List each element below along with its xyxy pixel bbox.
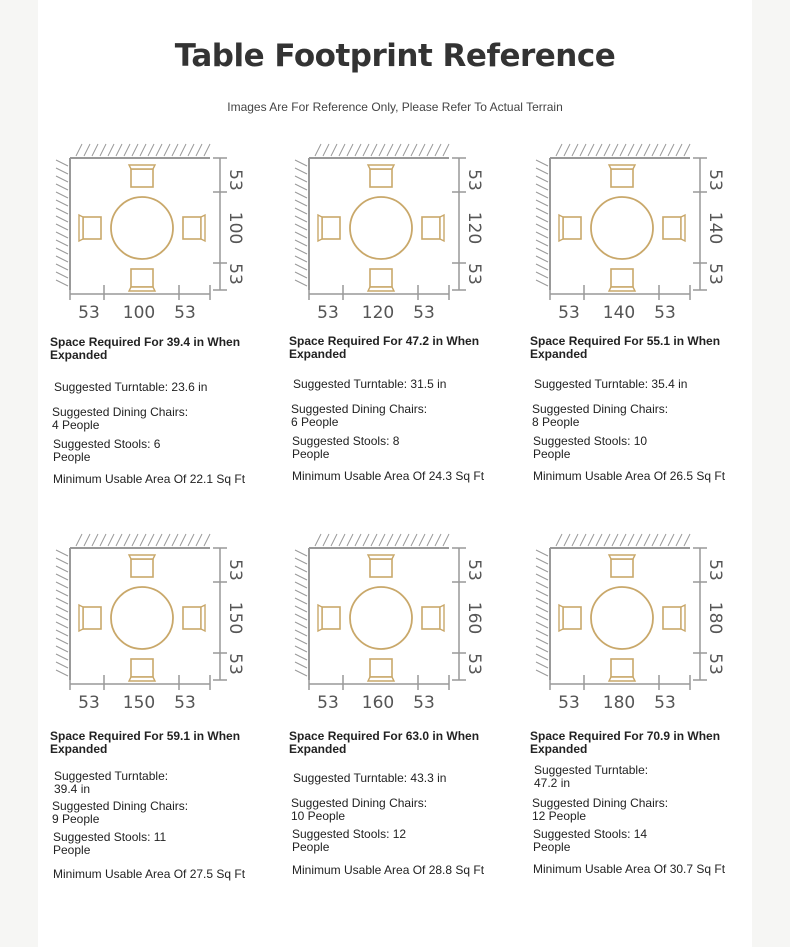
space-required-text: Space Required For 59.1 in When Expanded [50,729,241,756]
dim-label-side: 53 [78,303,100,323]
dim-label-side: 53 [705,169,725,191]
floor-plan [295,534,484,713]
floor-plan [295,144,484,323]
dim-label-side: 53 [705,653,725,675]
dim-label-side: 53 [225,653,245,675]
dim-label-side: 53 [654,693,676,713]
usable-area-text: Minimum Usable Area Of 22.1 Sq Ft [53,472,246,486]
chair-icon [368,165,394,187]
depth-dimension [693,158,707,290]
usable-area-text: Minimum Usable Area Of 27.5 Sq Ft [53,867,246,881]
chair-icon [609,165,635,187]
dim-label-side: 53 [558,303,580,323]
table-diagram [285,140,525,330]
dim-label-diameter: 120 [464,211,484,245]
chair-icon [129,165,155,187]
depth-dimension [213,158,227,290]
table-card [526,530,776,900]
dim-label-side: 53 [225,559,245,581]
dim-label-diameter: 180 [705,601,725,635]
stools-text: Suggested Stools: 10 People [533,434,648,461]
table-diagram [285,530,525,720]
floor-plan [536,534,725,713]
depth-dimension [452,548,466,680]
dim-label-diameter: 120 [361,303,395,323]
dim-label-side: 53 [317,303,339,323]
stools-text: Suggested Stools: 12 People [292,827,407,854]
table-card [526,140,776,510]
chair-icon [368,659,394,681]
chair-icon [559,605,581,631]
stools-text: Suggested Stools: 14 People [533,827,648,854]
stools-text: Suggested Stools: 8 People [292,434,400,461]
chair-icon [663,605,685,631]
usable-area-text: Minimum Usable Area Of 26.5 Sq Ft [533,469,726,483]
dim-label-side: 53 [705,263,725,285]
floor-plan [56,144,245,323]
dining-chairs-text: Suggested Dining Chairs: 4 People [52,405,189,432]
dim-label-side: 53 [558,693,580,713]
space-required-text: Space Required For 39.4 in When Expanded [50,335,241,362]
floor-plan [56,534,245,713]
dining-chairs-text: Suggested Dining Chairs: 9 People [52,799,189,826]
chair-icon [79,605,101,631]
dining-chairs-text: Suggested Dining Chairs: 10 People [291,796,428,823]
dim-label-diameter: 160 [464,601,484,635]
chair-icon [318,605,340,631]
chair-icon [129,269,155,291]
table-diagram [46,140,286,330]
table-icon [591,587,653,649]
dim-label-diameter: 160 [361,693,395,713]
usable-area-text: Minimum Usable Area Of 24.3 Sq Ft [292,469,485,483]
dining-chairs-text: Suggested Dining Chairs: 12 People [532,796,669,823]
floor-plan [536,144,725,323]
turntable-text: Suggested Turntable: 47.2 in [534,763,649,790]
chair-icon [422,215,444,241]
table-card [46,530,296,900]
table-icon [350,587,412,649]
dim-label-diameter: 100 [225,211,245,245]
table-card [285,140,535,510]
chair-icon [609,555,635,577]
dim-label-side: 53 [78,693,100,713]
depth-dimension [693,548,707,680]
chair-icon [559,215,581,241]
table-card [285,530,535,900]
table-icon [350,197,412,259]
space-required-text: Space Required For 47.2 in When Expanded [289,334,480,361]
dim-label-side: 53 [413,693,435,713]
chair-icon [183,605,205,631]
dim-label-diameter: 180 [602,693,636,713]
dim-label-diameter: 150 [122,693,156,713]
chair-icon [609,659,635,681]
chair-icon [422,605,444,631]
dim-label-side: 53 [654,303,676,323]
turntable-text: Suggested Turntable: 39.4 in [54,769,169,796]
space-required-text: Space Required For 55.1 in When Expanded [530,334,721,361]
page-title: Table Footprint Reference [174,38,616,74]
table-diagram [46,530,286,720]
dim-label-side: 53 [413,303,435,323]
usable-area-text: Minimum Usable Area Of 30.7 Sq Ft [533,862,726,876]
dim-label-side: 53 [174,693,196,713]
table-diagram [526,530,766,720]
turntable-text: Suggested Turntable: 43.3 in [293,771,447,785]
table-card [46,140,296,510]
dim-label-side: 53 [464,169,484,191]
dim-label-side: 53 [225,169,245,191]
dining-chairs-text: Suggested Dining Chairs: 8 People [532,402,669,429]
chair-icon [609,269,635,291]
table-icon [111,197,173,259]
turntable-text: Suggested Turntable: 31.5 in [293,377,447,391]
chair-icon [183,215,205,241]
usable-area-text: Minimum Usable Area Of 28.8 Sq Ft [292,863,485,877]
chair-icon [368,555,394,577]
chair-icon [129,659,155,681]
depth-dimension [213,548,227,680]
dim-label-side: 53 [174,303,196,323]
page-subtitle: Images Are For Reference Only, Please Refer To Actual Terrain [227,100,563,114]
dim-label-side: 53 [464,653,484,675]
table-diagram [526,140,766,330]
chair-icon [663,215,685,241]
space-required-text: Space Required For 70.9 in When Expanded [530,729,721,756]
dim-label-side: 53 [464,559,484,581]
dim-label-diameter: 100 [122,303,156,323]
chair-icon [318,215,340,241]
dim-label-side: 53 [705,559,725,581]
turntable-text: Suggested Turntable: 35.4 in [534,377,688,391]
chair-icon [368,269,394,291]
dim-label-diameter: 140 [602,303,636,323]
depth-dimension [452,158,466,290]
dim-label-diameter: 140 [705,211,725,245]
stools-text: Suggested Stools: 6 People [53,437,161,464]
dim-label-diameter: 150 [225,601,245,635]
chair-icon [129,555,155,577]
space-required-text: Space Required For 63.0 in When Expanded [289,729,480,756]
dim-label-side: 53 [317,693,339,713]
chair-icon [79,215,101,241]
stools-text: Suggested Stools: 11 People [53,830,167,857]
table-icon [111,587,173,649]
dining-chairs-text: Suggested Dining Chairs: 6 People [291,402,428,429]
dim-label-side: 53 [464,263,484,285]
dim-label-side: 53 [225,263,245,285]
turntable-text: Suggested Turntable: 23.6 in [54,380,208,394]
table-icon [591,197,653,259]
